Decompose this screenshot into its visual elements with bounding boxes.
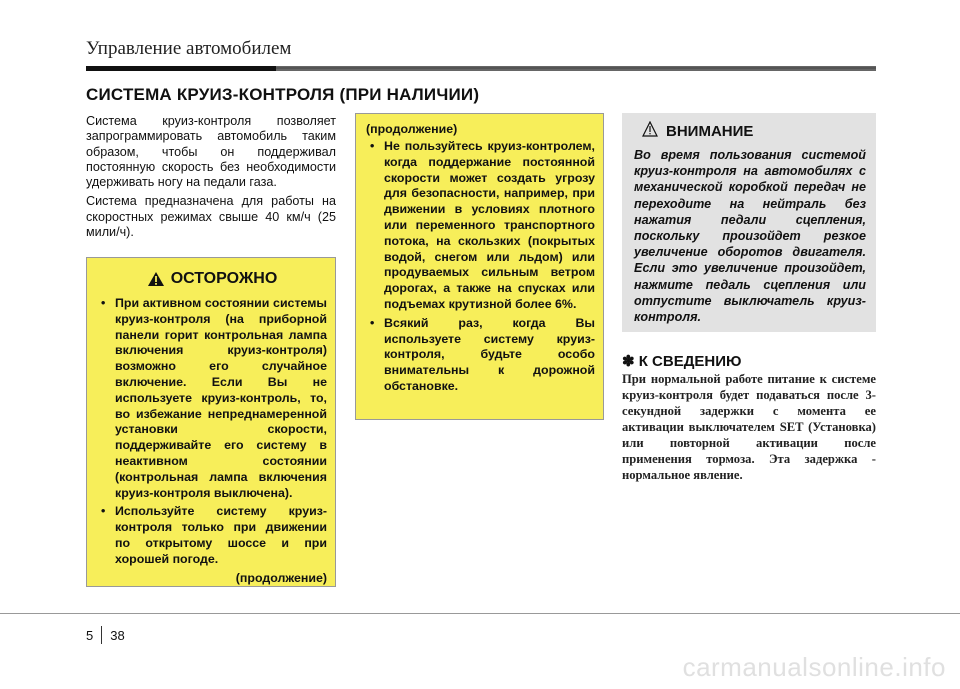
list-item: • Не пользуйтесь круиз-контролем, когда поддержание постоянной скорости может создать угрозу для безопасности, например, при движении в условиях плотного или переменного транспортного потока, на скользких (покрытых водой, снегом или льдом) или продуваемых сильным ветром дорогах, а также на спусках или подъемах крутизной более 6%.: [366, 139, 595, 313]
caution-header: [97, 270, 327, 288]
list-item: • Всякий раз, когда Вы используете систему круиз-контроля, будьте особо внимательны к дорожной обстановке.: [366, 316, 595, 395]
footer-rule: [0, 613, 960, 614]
chapter-number: 5: [86, 627, 94, 643]
attention-header: [642, 121, 866, 141]
section-title: СИСТЕМА КРУИЗ-КОНТРОЛЯ (ПРИ НАЛИЧИИ): [86, 85, 480, 104]
caution-box: [86, 257, 336, 587]
continuation-label: (продолжение): [366, 122, 458, 136]
intro-paragraph-2: Система предназначена для работы на скоростных режимах свыше 40 км/ч (25 мили/ч).: [86, 194, 336, 240]
chapter-title: Управление автомобилем: [86, 38, 292, 59]
intro-text: [86, 114, 336, 244]
warning-triangle-icon: [147, 271, 165, 287]
info-title: ✽ К СВЕДЕНИЮ: [622, 353, 742, 370]
attention-box: [622, 113, 876, 332]
intro-paragraph-1: Система круиз-контроля позволяет запрограммировать автомобиль таким образом, чтобы он поддерживал постоянную скорость без необходимости удерживать ногу на педали газа.: [86, 114, 336, 190]
attention-text: Во время пользования системой круиз-контроля на автомобилях с механической коробкой передач не переходите на нейтраль без нажатия педали сцепления, поскольку произойдет резкое увеличение оборотов двигателя. Если это увеличение произойдет, нажмите педаль сцепления или отпустите выключатель круиз-контроля.: [634, 148, 866, 325]
list-item: • Используйте систему круиз-контроля только при движении по открытому шоссе и при хорошей погоде.: [97, 504, 327, 567]
page-number-value: 38: [110, 627, 125, 643]
caution-title: ОСТОРОЖНО: [170, 270, 278, 287]
continuation-box: [355, 113, 604, 420]
attention-title: ВНИМАНИЕ: [666, 122, 754, 140]
continuation-list: [366, 139, 595, 395]
header-rule: [86, 66, 876, 71]
attention-triangle-icon: [642, 121, 658, 141]
page-separator: [101, 626, 102, 644]
page-number: [86, 626, 125, 644]
caution-list: [97, 296, 327, 568]
list-item: • При активном состоянии системы круиз-контроля (на приборной панели горит контрольная лампа включения круиз-контроля) возможно его случайное включение. Если Вы не используете круиз-контроль, то, во избежание непреднамеренной установки скорости, поддерживайте его систему в неактивном состоянии (контрольная лампа включения круиз-контроля выключена).: [97, 296, 327, 501]
info-text: При нормальной работе питание к системе круиз-контроля будет подаваться после 3-секундной задержки с момента ее активации выключателем SET (Установка) или повторной активации после применения тормоза. Эта задержка - нормальное явление.: [622, 372, 876, 482]
watermark: carmanualsonline.info: [682, 652, 946, 682]
continued-label: (продолжение): [235, 570, 327, 585]
